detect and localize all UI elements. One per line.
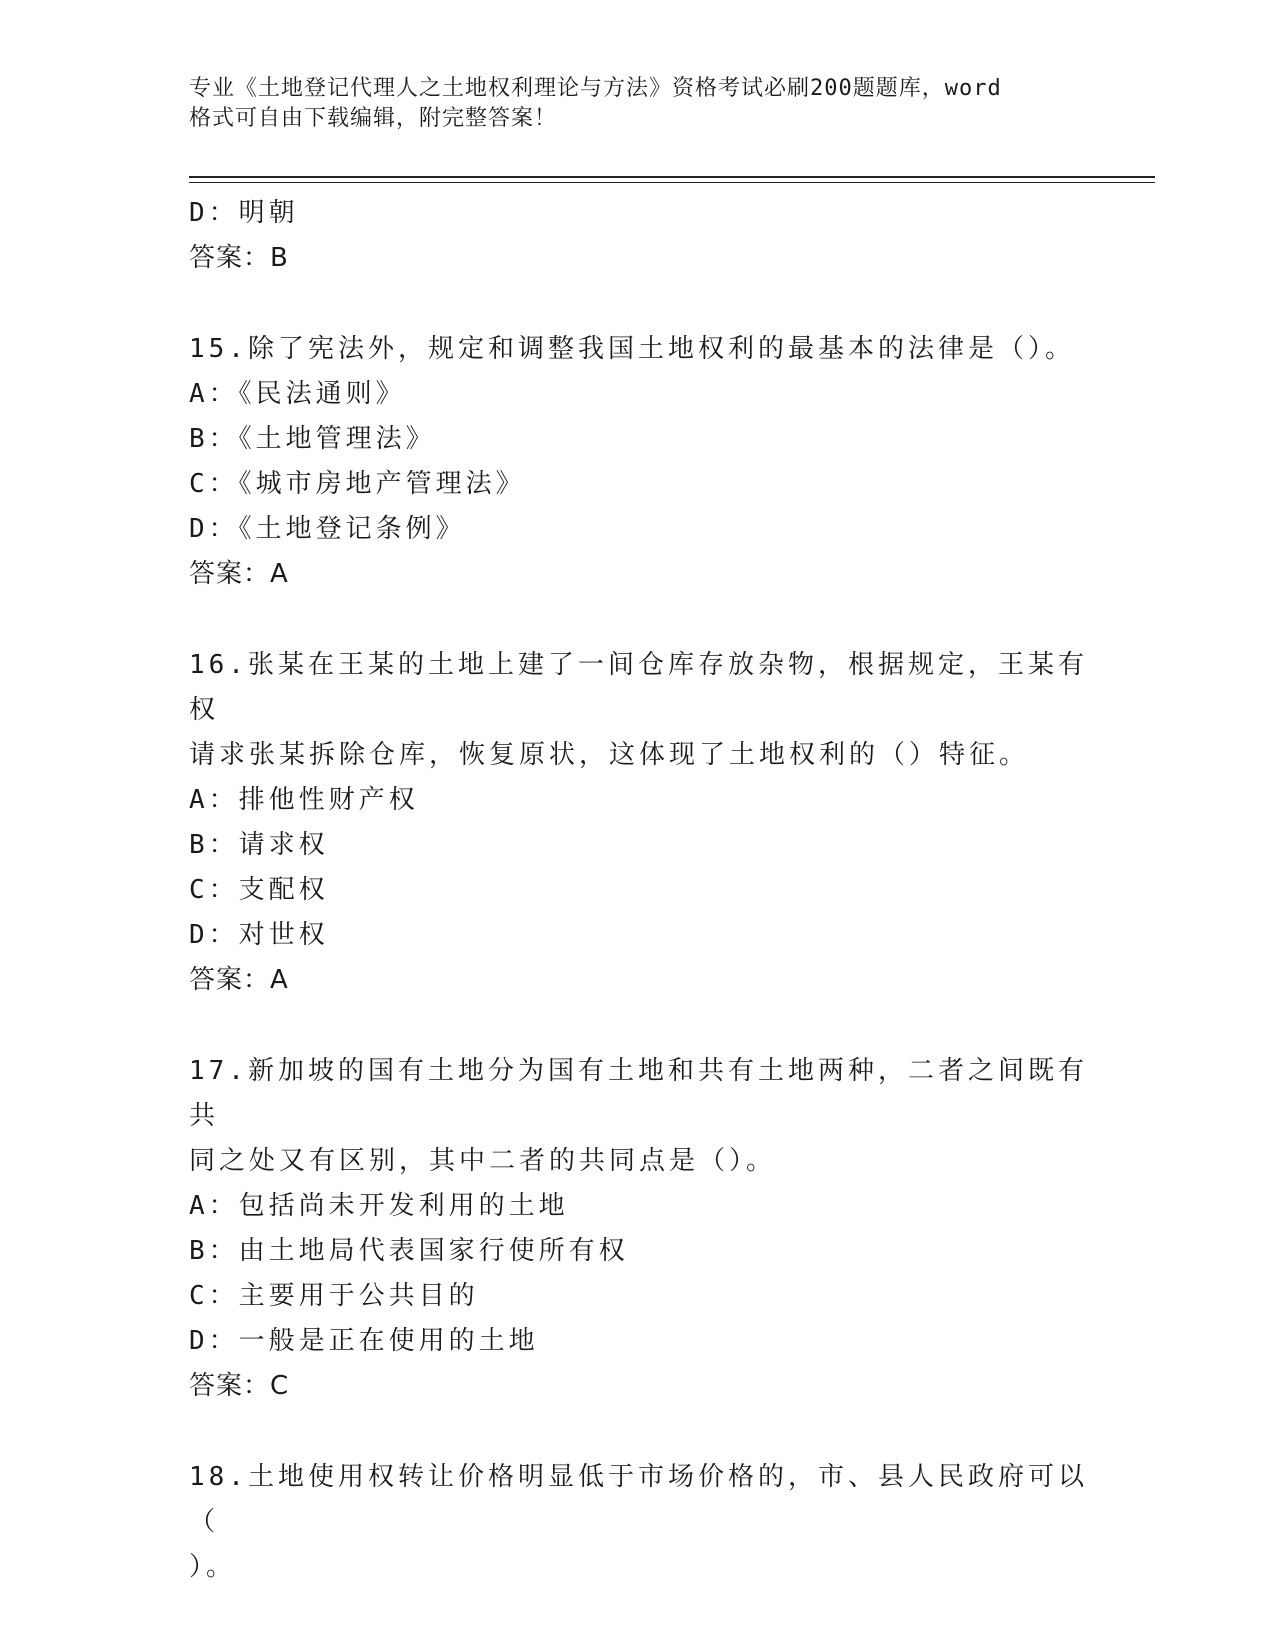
option-b: B：由土地局代表国家行使所有权 xyxy=(189,1236,629,1266)
option-c: C：《城市房地产管理法》 xyxy=(189,469,526,499)
question-stem xyxy=(189,1455,1089,1590)
header-divider-thick xyxy=(189,176,1155,178)
stem-line: ）。 xyxy=(189,1552,237,1582)
question-16 xyxy=(189,643,1089,1003)
option-c: C：主要用于公共目的 xyxy=(189,1281,479,1311)
question-stem xyxy=(189,1049,1089,1184)
stem-line: 18.土地使用权转让价格明显低于市场价格的，市、县人民政府可以（ xyxy=(189,1462,1088,1537)
question-15 xyxy=(189,327,1089,597)
question-18 xyxy=(189,1455,1089,1590)
option-c: C：支配权 xyxy=(189,875,329,905)
option-b: B：《土地管理法》 xyxy=(189,424,436,454)
option-d: D：对世权 xyxy=(189,920,329,950)
answer-line: 答案：C xyxy=(189,1371,290,1401)
answer-line: 答案：A xyxy=(189,965,289,995)
stem-line: 15.除了宪法外，规定和调整我国土地权利的最基本的法律是（）。 xyxy=(189,334,1075,364)
stem-line: 请求张某拆除仓库，恢复原状，这体现了土地权利的（）特征。 xyxy=(189,740,1030,770)
carryover-block xyxy=(189,191,1089,281)
option-d: D：《土地登记条例》 xyxy=(189,514,466,544)
page-header xyxy=(189,74,1069,134)
option-a: A：《民法通则》 xyxy=(189,379,406,409)
option-a: A：包括尚未开发利用的土地 xyxy=(189,1191,569,1221)
question-stem xyxy=(189,327,1089,372)
document-body xyxy=(189,191,1089,1590)
option-d: D：明朝 xyxy=(189,198,299,228)
option-d: D：一般是正在使用的土地 xyxy=(189,1326,539,1356)
stem-line: 17.新加坡的国有土地分为国有土地和共有土地两种，二者之间既有共 xyxy=(189,1056,1088,1131)
option-a: A：排他性财产权 xyxy=(189,785,419,815)
stem-line: 同之处又有区别，其中二者的共同点是（）。 xyxy=(189,1146,777,1176)
header-line-1: 专业《土地登记代理人之土地权利理论与方法》资格考试必刷200题题库，word xyxy=(189,76,1002,101)
header-divider-thin xyxy=(189,182,1155,183)
header-line-2: 格式可自由下载编辑，附完整答案！ xyxy=(189,106,558,131)
answer-line: 答案：A xyxy=(189,559,289,589)
question-stem xyxy=(189,643,1089,778)
question-17 xyxy=(189,1049,1089,1409)
option-b: B：请求权 xyxy=(189,830,329,860)
answer-line: 答案：B xyxy=(189,243,289,273)
stem-line: 16.张某在王某的土地上建了一间仓库存放杂物，根据规定，王某有权 xyxy=(189,650,1088,725)
